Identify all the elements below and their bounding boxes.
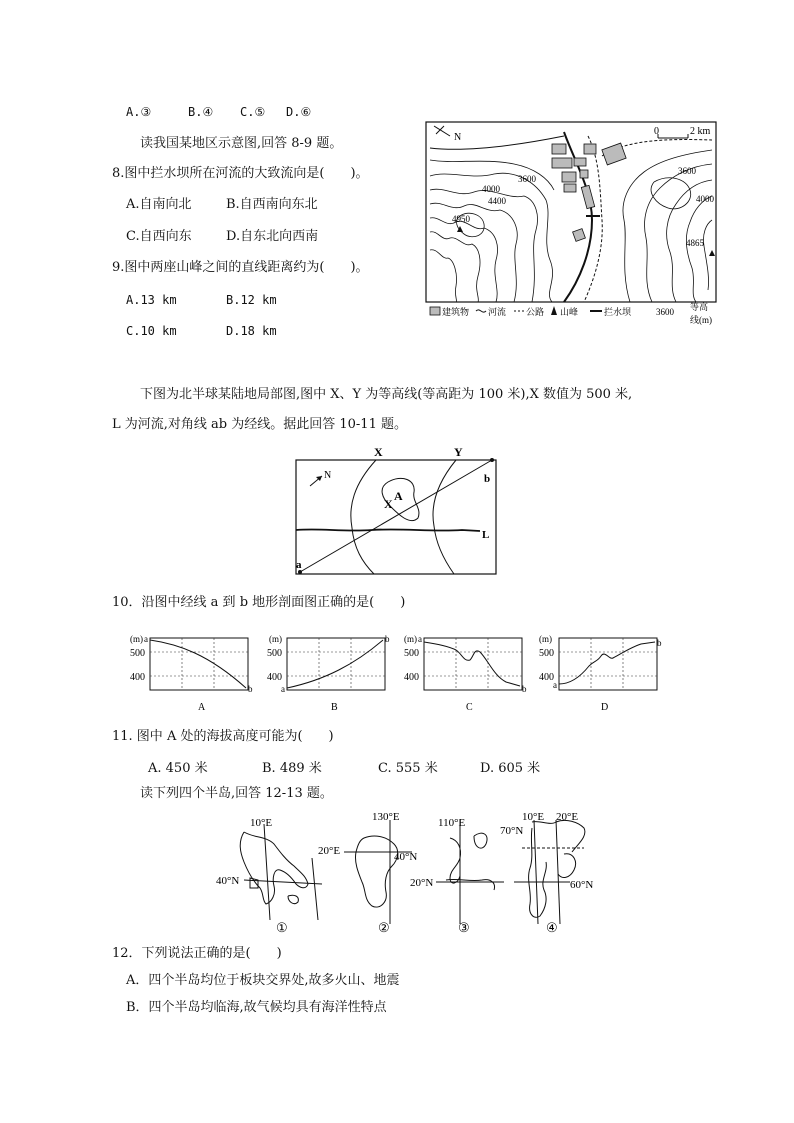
map1-legend-dam: 拦水坝 xyxy=(604,307,632,317)
q9-option-b: B.12 km xyxy=(226,293,277,307)
contour-map-1 xyxy=(424,120,720,328)
q8-stem: 8.图中拦水坝所在河流的大致流向是( )。 xyxy=(112,166,369,181)
map1-legend-contour-1: 等高 xyxy=(690,302,709,312)
profile-a-end-b: b xyxy=(248,684,253,694)
map1-peak-4950: 4950 xyxy=(452,214,470,224)
pen1-label-10e: 10°E xyxy=(250,817,273,829)
map1-contour-3600-west: 3600 xyxy=(518,174,536,184)
q9-option-c: C.10 km xyxy=(126,324,177,338)
q9-stem: 9.图中两座山峰之间的直线距离约为( )。 xyxy=(112,260,369,275)
map2-label-b: b xyxy=(484,473,491,485)
profile-c-caption: C xyxy=(466,702,473,712)
map2-label-l: L xyxy=(482,529,490,541)
map1-north-label: N xyxy=(454,132,462,143)
profile-a-tick-400: 400 xyxy=(130,672,145,683)
q11-option-c: C. 555 米 xyxy=(378,761,438,776)
profile-b-end-b: b xyxy=(385,634,390,644)
profile-c-unit: (m) xyxy=(404,634,417,644)
contour-map-2 xyxy=(292,444,504,580)
intro-8-9: 读我国某地区示意图,回答 8-9 题。 xyxy=(140,136,343,151)
map2-label-a: a xyxy=(296,559,302,571)
map2-label-x-inner: X xyxy=(384,497,393,511)
pen2-number: ② xyxy=(378,920,390,935)
q11-option-d: D. 605 米 xyxy=(480,761,541,776)
map1-scale-0: 0 xyxy=(654,126,659,137)
profile-a-caption: A xyxy=(198,702,206,712)
pen2-label-20e: 20°E xyxy=(318,845,341,857)
map1-peak-4865: 4865 xyxy=(686,238,704,248)
q9-option-a: A.13 km xyxy=(126,293,177,307)
q9-option-d: D.18 km xyxy=(226,324,277,338)
pen4-label-70n: 70°N xyxy=(500,825,524,837)
profile-a-unit: (m) xyxy=(130,634,143,644)
profile-b xyxy=(265,630,395,712)
pen3-label-20n: 20°N xyxy=(410,877,434,889)
map1-contour-4000-west: 4000 xyxy=(482,184,500,194)
map1-legend-peak: 山峰 xyxy=(560,307,579,317)
pen3-label-110e: 110°E xyxy=(438,817,466,829)
q8-option-a: A.自南向北 xyxy=(126,197,192,212)
map1-legend-road: 公路 xyxy=(526,307,545,317)
profile-d-tick-400: 400 xyxy=(539,672,554,683)
pen2-label-130e: 130°E xyxy=(372,811,400,823)
profile-d-caption: D xyxy=(601,702,609,712)
peninsulas-figure xyxy=(214,808,614,936)
pen2-label-40n: 40°N xyxy=(394,851,418,863)
map2-label-y-top: Y xyxy=(454,445,463,459)
map1-contour-4400-west: 4400 xyxy=(488,196,506,206)
q7-option-c: C.⑤ xyxy=(240,105,266,119)
profile-a xyxy=(128,630,258,712)
profile-b-end-a: a xyxy=(281,684,285,694)
q12-option-a: A．四个半岛均位于板块交界处,故多火山、地震 xyxy=(126,973,400,988)
map1-contour-4000-east: 4000 xyxy=(696,194,714,204)
profile-b-caption: B xyxy=(331,702,338,712)
q11-option-a: A. 450 米 xyxy=(148,761,208,776)
profile-a-tick-500: 500 xyxy=(130,648,145,659)
profile-c-end-b: b xyxy=(522,684,527,694)
q8-option-b: B.自西南向东北 xyxy=(226,197,318,212)
q11-stem: 11. 图中 A 处的海拔高度可能为( ) xyxy=(112,729,334,744)
map2-label-a-point: A xyxy=(394,489,403,503)
profile-d-tick-500: 500 xyxy=(539,648,554,659)
profile-d-end-b: b xyxy=(657,638,662,648)
q10-stem: 10．沿图中经线 a 到 b 地形剖面图正确的是( ) xyxy=(112,595,406,610)
q12-stem: 12．下列说法正确的是( ) xyxy=(112,946,282,961)
intro-10-11-line1: 下图为北半球某陆地局部图,图中 X、Y 为等高线(等高距为 100 米),X 数值为 500 米, xyxy=(140,387,633,402)
map1-legend-contour-value: 3600 xyxy=(656,307,674,317)
pen4-number: ④ xyxy=(546,920,558,935)
profile-c xyxy=(402,630,532,712)
map1-legend-contour-2: 线(m) xyxy=(690,315,712,325)
map2-label-x-top: X xyxy=(374,445,383,459)
map1-scale-2km: 2 km xyxy=(690,126,711,137)
pen4-label-60n: 60°N xyxy=(570,879,594,891)
q11-option-b: B. 489 米 xyxy=(262,761,322,776)
q7-option-b: B.④ xyxy=(188,105,214,119)
profile-d-end-a: a xyxy=(553,680,557,690)
pen1-label-40n: 40°N xyxy=(216,875,240,887)
pen4-label-10e: 10°E xyxy=(522,811,545,823)
q12-option-b: B．四个半岛均临海,故气候均具有海洋性特点 xyxy=(126,1000,387,1015)
profile-d xyxy=(537,630,667,712)
q7-option-a: A.③ xyxy=(126,105,152,119)
q8-option-d: D.自东北向西南 xyxy=(226,229,319,244)
intro-10-11-line2: L 为河流,对角线 ab 为经线。据此回答 10-11 题。 xyxy=(112,417,407,432)
pen1-number: ① xyxy=(276,920,288,935)
map1-contour-3600-east: 3600 xyxy=(678,166,696,176)
map1-legend-building: 建筑物 xyxy=(442,307,470,317)
profile-c-tick-400: 400 xyxy=(404,672,419,683)
pen4-label-20e: 20°E xyxy=(556,811,579,823)
profile-b-tick-400: 400 xyxy=(267,672,282,683)
profile-a-end-a: a xyxy=(144,634,148,644)
map1-legend-river: 河流 xyxy=(488,307,507,317)
profile-c-tick-500: 500 xyxy=(404,648,419,659)
q7-option-d: D.⑥ xyxy=(286,105,312,119)
profile-d-unit: (m) xyxy=(539,634,552,644)
q8-option-c: C.自西向东 xyxy=(126,229,192,244)
profile-b-tick-500: 500 xyxy=(267,648,282,659)
pen3-number: ③ xyxy=(458,920,470,935)
profile-c-end-a: a xyxy=(418,634,422,644)
intro-12-13: 读下列四个半岛,回答 12-13 题。 xyxy=(140,786,333,801)
map2-label-north: N xyxy=(324,470,332,481)
profile-b-unit: (m) xyxy=(269,634,282,644)
